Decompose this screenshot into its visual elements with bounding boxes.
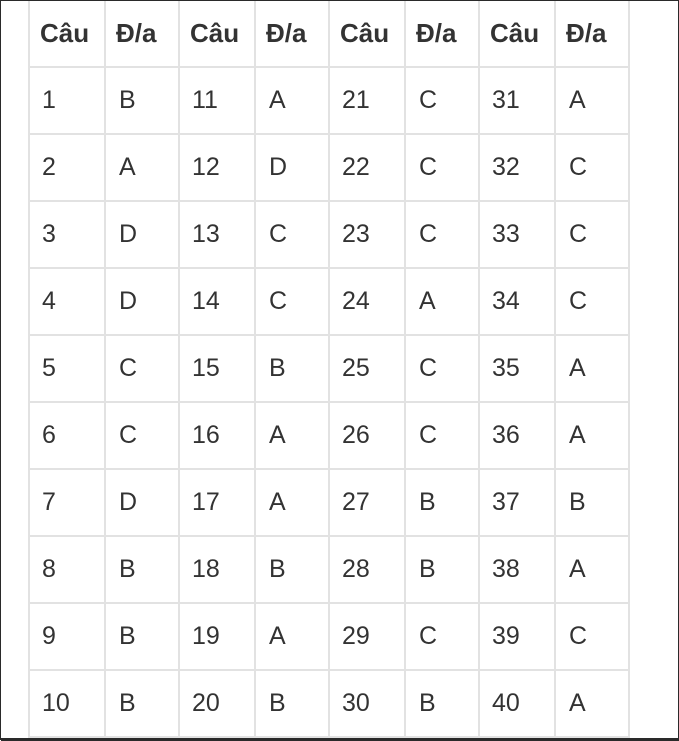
answer-cell: A	[105, 134, 179, 201]
header-row	[29, 1, 629, 67]
answer-cell: B	[255, 536, 329, 603]
answer-cell: B	[405, 536, 479, 603]
answer-cell: A	[555, 536, 629, 603]
question-number-cell: 33	[479, 201, 555, 268]
answer-cell: A	[255, 603, 329, 670]
table-row	[29, 268, 629, 335]
answer-cell: D	[105, 201, 179, 268]
answer-cell: C	[405, 201, 479, 268]
question-number-cell: 19	[179, 603, 255, 670]
question-number-cell: 22	[329, 134, 405, 201]
answer-cell: C	[405, 134, 479, 201]
answer-cell: B	[405, 670, 479, 737]
header-question-2: Câu	[179, 1, 255, 67]
answer-cell: B	[105, 536, 179, 603]
answer-cell: A	[255, 402, 329, 469]
header-answer-1: Đ/a	[105, 1, 179, 67]
question-number-cell: 6	[29, 402, 105, 469]
question-number-cell: 11	[179, 67, 255, 134]
answer-cell: C	[555, 201, 629, 268]
table-row	[29, 536, 629, 603]
answer-cell: A	[555, 670, 629, 737]
question-number-cell: 17	[179, 469, 255, 536]
answer-cell: D	[255, 134, 329, 201]
table-row	[29, 603, 629, 670]
question-number-cell: 21	[329, 67, 405, 134]
answer-cell: C	[255, 201, 329, 268]
answer-cell: C	[405, 603, 479, 670]
question-number-cell: 38	[479, 536, 555, 603]
question-number-cell: 18	[179, 536, 255, 603]
answer-cell: D	[105, 268, 179, 335]
question-number-cell: 12	[179, 134, 255, 201]
header-question-3: Câu	[329, 1, 405, 67]
answer-cell: C	[255, 268, 329, 335]
question-number-cell: 2	[29, 134, 105, 201]
table-row	[29, 67, 629, 134]
table-row	[29, 402, 629, 469]
question-number-cell: 24	[329, 268, 405, 335]
question-number-cell: 40	[479, 670, 555, 737]
question-number-cell: 31	[479, 67, 555, 134]
question-number-cell: 27	[329, 469, 405, 536]
question-number-cell: 20	[179, 670, 255, 737]
answer-cell: C	[555, 268, 629, 335]
table-row	[29, 670, 629, 737]
question-number-cell: 7	[29, 469, 105, 536]
answer-cell: B	[555, 469, 629, 536]
answer-cell: C	[405, 402, 479, 469]
answer-cell: A	[255, 469, 329, 536]
header-question-4: Câu	[479, 1, 555, 67]
answer-cell: A	[555, 67, 629, 134]
question-number-cell: 32	[479, 134, 555, 201]
header-question-1: Câu	[29, 1, 105, 67]
question-number-cell: 29	[329, 603, 405, 670]
table-row	[29, 469, 629, 536]
table-body	[29, 67, 629, 737]
answer-cell: A	[255, 67, 329, 134]
question-number-cell: 36	[479, 402, 555, 469]
question-number-cell: 30	[329, 670, 405, 737]
question-number-cell: 35	[479, 335, 555, 402]
answer-cell: C	[405, 67, 479, 134]
header-answer-2: Đ/a	[255, 1, 329, 67]
answer-cell: B	[405, 469, 479, 536]
question-number-cell: 25	[329, 335, 405, 402]
table-row	[29, 201, 629, 268]
answer-cell: B	[105, 67, 179, 134]
answer-cell: B	[105, 603, 179, 670]
header-answer-4: Đ/a	[555, 1, 629, 67]
question-number-cell: 15	[179, 335, 255, 402]
question-number-cell: 9	[29, 603, 105, 670]
answer-cell: C	[555, 134, 629, 201]
question-number-cell: 39	[479, 603, 555, 670]
question-number-cell: 10	[29, 670, 105, 737]
question-number-cell: 8	[29, 536, 105, 603]
answer-cell: A	[405, 268, 479, 335]
answer-cell: C	[105, 335, 179, 402]
answer-cell: C	[105, 402, 179, 469]
question-number-cell: 26	[329, 402, 405, 469]
question-number-cell: 34	[479, 268, 555, 335]
answer-cell: D	[105, 469, 179, 536]
question-number-cell: 16	[179, 402, 255, 469]
answer-cell: C	[405, 335, 479, 402]
answer-cell: B	[255, 670, 329, 737]
answer-cell: A	[555, 335, 629, 402]
header-answer-3: Đ/a	[405, 1, 479, 67]
question-number-cell: 1	[29, 67, 105, 134]
answer-cell: C	[555, 603, 629, 670]
answer-cell: B	[105, 670, 179, 737]
table-row	[29, 335, 629, 402]
question-number-cell: 14	[179, 268, 255, 335]
answer-cell: A	[555, 402, 629, 469]
table-row	[29, 134, 629, 201]
question-number-cell: 23	[329, 201, 405, 268]
question-number-cell: 4	[29, 268, 105, 335]
question-number-cell: 13	[179, 201, 255, 268]
answer-cell: B	[255, 335, 329, 402]
question-number-cell: 5	[29, 335, 105, 402]
answer-key-table	[28, 1, 630, 738]
question-number-cell: 3	[29, 201, 105, 268]
question-number-cell: 37	[479, 469, 555, 536]
question-number-cell: 28	[329, 536, 405, 603]
